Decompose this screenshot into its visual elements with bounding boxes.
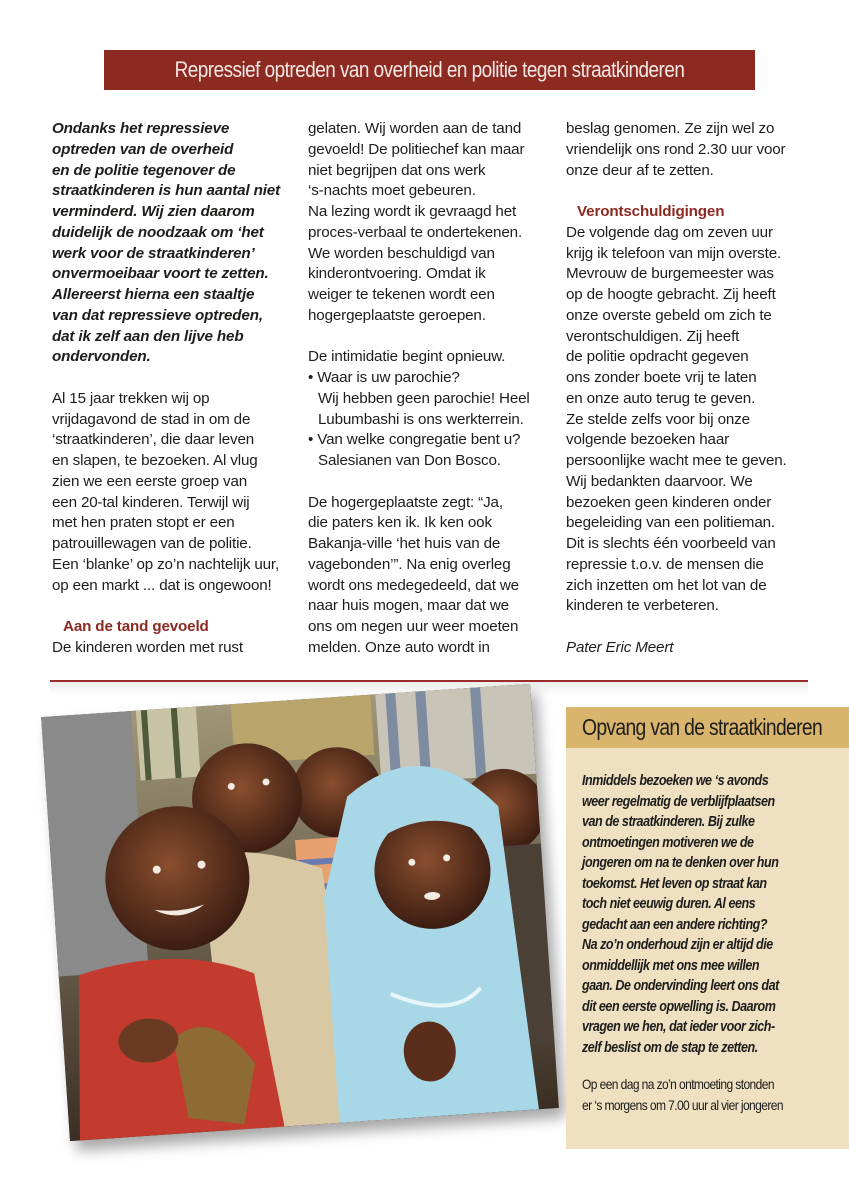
sidebar-paragraph: Op een dag na zo’n ontmoeting stonden er ‘s morgens om 7.00 uur al vier jongeren: [582, 1076, 783, 1113]
sidebar-box-opvang: [566, 707, 849, 1149]
question-bullet-1: • Waar is uw parochie?: [308, 369, 460, 386]
article-paragraph-3: De hogergeplaatste zegt: “Ja, die paters ken ik. Ik ken ook Bakanja-ville ‘het huis van de vagebonden’”. Na enig overleg wordt ons medegedeeld, dat we naar huis mogen, maar dat we ons om negen uur weer moeten melden. Onze auto wordt in: [308, 493, 519, 656]
article-intro: Ondanks het repressieve optreden van de overheid en de politie tegenover de straatkinderen is hun aantal niet verminderd. Wij zien daarom duidelijk de noodzaak om ‘het werk voor de straatkinderen’ onvermoeibaar voort te zetten. Allereerst hierna een staaltje van dat repressieve optreden, dat ik zelf aan den lijve heb ondervonden.: [52, 120, 280, 366]
article-title-bar: [104, 50, 755, 90]
article-column-3: [566, 119, 816, 659]
article-paragraph-3-end: beslag genomen. Ze zijn wel zo vriendelijk ons rond 2.30 uur voor onze deur af te zetten.: [566, 120, 786, 179]
sidebar-intro: Inmiddels bezoeken we ‘s avonds weer regelmatig de verblijfplaatsen van de straatkinderen. Bij zulke ontmoetingen motiveren we de jongeren om na te denken over hun toekomst. Het leven op straat kan toch niet eeuwig duren. Al eens gedacht aan een andere richting? Na zo’n onderhoud zijn er altijd die onmiddellijk met ons mee willen gaan. De ondervinding leert ons dat dit een eerste opwelling is. Daarom vragen we hen, dat ieder voor zich- zelf beslist om de stap te zetten.: [582, 773, 779, 1056]
sidebar-header: [566, 707, 849, 748]
author-signature: Pater Eric Meert: [566, 638, 674, 656]
question-bullet-2: • Van welke congregatie bent u?: [308, 431, 521, 449]
subheading-verontschuldigingen: Verontschuldigingen: [577, 203, 725, 220]
article-column-2: [308, 119, 564, 659]
article-paragraph-1: Al 15 jaar trekken wij op vrijdagavond de stad in om de ‘straatkinderen’, die daar leven en slapen, te bezoeken. Al vlug zien we een eerste groep van een 20-tal kinderen. Terwijl wij met hen praten stopt er een patrouillewagen van de politie. Een ‘blanke’ op zo’n nachtelijk uur, op een markt ... dat is ongewoon!: [52, 389, 280, 594]
article-title: Repressief optreden van overheid en politie tegen straatkinderen: [174, 57, 685, 82]
street-children-photo: [41, 684, 559, 1141]
subheading-aan-de-tand-gevoeld: Aan de tand gevoeld: [63, 618, 209, 635]
article-column-1: [52, 119, 300, 659]
article-paragraph-4: De volgende dag om zeven uur krijg ik telefoon van mijn overste. Mevrouw de burgemeester was op de hoogte gebracht. Zij heeft onze overste gebeld om zich te verontschuldigen. Zij heeft de politie opdracht gegeven ons zonder boete vrij te laten en onze auto terug te geven. Ze stelde zelfs voor bij onze volgende bezoeken haar persoonlijke wacht mee te geven. Wij bedankten daarvoor. We bezoeken geen kinderen onder begeleiding van een politieman. Dit is slechts één voorbeeld van repressie t.o.v. de mensen die zich inzetten om het lot van de kinderen te verbeteren.: [566, 223, 787, 615]
article-paragraph-2-start: De kinderen worden met rust: [52, 638, 243, 656]
sidebar-title: Opvang van de straatkinderen: [582, 714, 823, 740]
article-paragraph-2: gelaten. Wij worden aan de tand gevoeld! De politiechef kan maar niet begrijpen dat ons werk ‘s-nachts moet gebeuren. Na lezing wordt ik gevraagd het proces-verbaal te ondertekenen. We worden beschuldigd van kinderontvoering. Omdat ik weiger te tekenen wordt een hogergeplaatste geroepen.: [308, 120, 525, 324]
sidebar-body: [566, 748, 842, 1115]
intimidation-dialogue: De intimidatie begint opnieuw. • Waar is uw parochie? Wij hebben geen parochie! Heel Lubumbashi is ons werkterrein. • Van welke congregatie bent u? Salesianen van Don Bosco.: [308, 347, 564, 472]
